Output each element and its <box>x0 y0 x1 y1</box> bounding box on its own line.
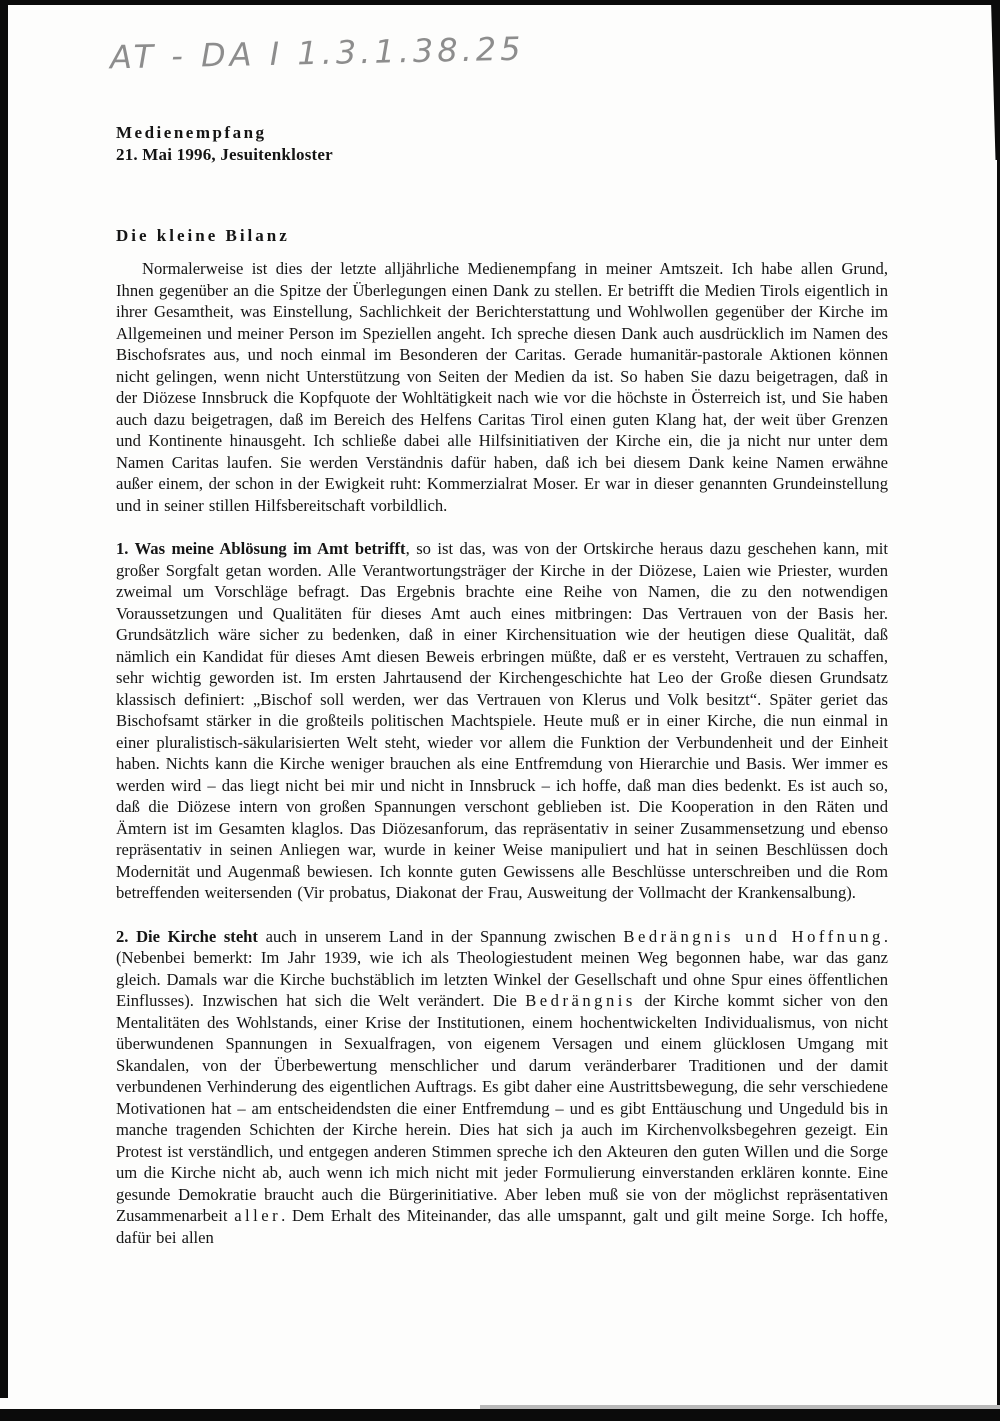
section-heading: Die kleine Bilanz <box>116 226 290 245</box>
paragraph-text: . (Nebenbei bemerkt: Im Jahr 1939, wie ich als Theologiestudent meinen Weg begonnen habe, war das ganz gleich. Damals war die Kirche buchstäblich im letzten Winkel der Gesellschaft und ohne Spur eines öffentlichen Einflusses). Inzwischen hat sich die Welt verändert. Die <box>116 926 888 1010</box>
paragraph <box>116 258 888 516</box>
title-block <box>116 122 333 166</box>
emphasis-letterspaced: Bedrängnis und Hoffnung <box>623 926 884 946</box>
handwritten-archive-number: AT - DA I 1.3.1.38.25 <box>109 29 525 77</box>
document-dateline: 21. Mai 1996, Jesuitenkloster <box>116 145 333 164</box>
scan-artifact-top-edge <box>0 0 1000 5</box>
emphasis-letterspaced: aller <box>234 1206 282 1225</box>
paragraph-text: , so ist das, was von der Ortskirche heraus dazu geschehen kann, mit großer Sorgfalt getan worden. Alle Verantwortungsträger der Kirche in der Diözese, Laien wie Priester, wurden zweimal um Vorschläge befragt. Das Ergebnis brachte eine Reihe von Namen, die zu den notwendigen Voraussetzungen und Qualitäten für dieses Amt auch eines mitbringen: Das Vertrauen von der Basis her. Grundsätzlich wäre sicher zu bedenken, daß in einer Kirchensituation wie der heutigen diese Qualität, daß nämlich ein Kandidat für dieses Amt diesen Beweis erbringen müßte, daß er es versteht, Vertrauen zu schaffen, sehr wichtig geworden ist. Im ersten Jahrtausend der Kirchengeschichte hat Leo der Große diesen Grundsatz klassisch definiert: „Bischof soll werden, wer das Vertrauen von Klerus und Volk besitzt“. Später geriet das Bischofsamt stärker in die großteils politischen Machtspiele. Heute muß er in einer Kirche, die nun einmal in einer pluralistisch-säkularisierten Welt steht, wieder vor allem die Funktion der Verbundenheit und der Einheit haben. Nichts kann die Kirche weniger brauchen als eine Entfremdung von Hierarchie und Basis. Wer immer es werden wird – das liegt nicht bei mir und nicht in Innsbruck – ich hoffe, daß man dies bedenkt. Es ist auch so, daß die Diözese intern von großen Spannungen verschont geblieben ist. Die Kooperation in den Räten und Ämtern ist im Gesamten klaglos. Das Diözesanforum, das repräsentativ in seiner Zusammensetzung und ebenso repräsentativ in seinen Anliegen war, wurde in keiner Weise manipuliert und hat in seinen Beschlüssen doch Modernität und Augenmaß bewiesen. Ich konnte guten Gewissens alle Beschlüsse unterschreiben und die Rom betreffenden weitersenden (Vir probatus, Diakonat der Frau, Ausweitung der Vollmacht der Krankensalbung). <box>116 539 888 902</box>
document-title: Medienempfang <box>116 123 267 142</box>
paragraph-text: Normalerweise ist dies der letzte alljährliche Medienempfang in meiner Amtszeit. Ich habe allen Grund, Ihnen gegenüber an die Spitze der Überlegungen einen Dank zu stellen. Er betrifft die Medien Tirols eigentlich in ihrer Gesamtheit, was Einstellung, Sachlichkeit der Berichterstattung und Wohlwollen gegenüber der Kirche im Allgemeinen und meiner Person im Speziellen angeht. Ich spreche diesen Dank auch ausdrücklich im Namen des Bischofsrates aus, und noch einmal im Besonderen der Caritas. Gerade humanitär-pastorale Aktionen können nicht gelingen, wenn nicht Unterstützung von Seiten der Medien da ist. So haben Sie dazu beigetragen, daß in der Diözese Innsbruck die Kopfquote der Wohltätigkeit nach wie vor die höchste in Österreich ist, und Sie haben auch dazu beigetragen, daß im Bereich des Helfens Caritas Tirol einen guten Klang hat, der weit über Grenzen und Kontinente hinausgeht. Ich schließe dabei alle Hilfsinitiativen der Kirche ein, die ja nicht nur unter dem Namen Caritas laufen. Sie werden Verständnis dafür haben, daß ich bei diesem Dank keine Namen erwähne außer einem, der schon in der Ewigkeit ruht: Kommerzialrat Moser. Er war in dieser genannten Grundeinstellung und in seiner stillen Hilfsbereitschaft vorbildlich. <box>116 259 888 515</box>
paragraphs <box>116 258 888 1270</box>
paragraph-text: der Kirche kommt sicher von den Mentalitäten des Wohlstands, einer Krise der Institutionen, einem hochentwickelten Individualismus, von nicht überwundenen Spannungen in Sexualfragen, von eigenem Versagen und einem glücklosen Umgang mit Skandalen, von der Überbewertung menschlicher und darum veränderbarer Traditionen und der damit verbundenen Verhinderung des eigentlichen Auftrags. Es gibt daher eine Austrittsbewegung, die sehr verschiedene Motivationen hat – am entscheidendsten die einer Entfremdung – und es gibt Enttäuschung und Ungeduld bis in manche tragenden Schichten der Kirche herein. Dies hat sich ja auch im Kirchenvolksbegehren gezeigt. Ein Protest ist verständlich, und entgegen anderen Stimmen spreche ich den Akteuren den guten Willen und die Sorge um die Kirche nicht ab, auch wenn ich mich nicht mit jeder Formulierung einverstanden erklären konnte. Eine gesunde Demokratie braucht auch die Bürgerinitiative. Aber leben muß sie von der möglichst repräsentativen Zusammenarbeit <box>116 991 889 1225</box>
paragraph <box>116 926 888 1249</box>
emphasis-letterspaced: Bedrängnis <box>525 991 636 1010</box>
paragraph-lead-bold: 1. Was meine Ablösung im Amt betrifft <box>116 539 406 558</box>
scan-artifact-right-wedge <box>990 0 1000 160</box>
paragraph-lead-bold: 2. Die Kirche steht <box>116 926 258 946</box>
scan-artifact-bottom-edge <box>0 1409 1000 1421</box>
paragraph-text: . Dem Erhalt des Miteinander, das alle umspannt, galt und gilt meine Sorge. Ich hoffe, dafür bei allen <box>116 1206 889 1247</box>
scan-artifact-left-edge <box>0 0 8 1398</box>
paragraph-text: auch in unserem Land in der Spannung zwischen <box>257 926 624 946</box>
paragraph <box>116 538 888 904</box>
